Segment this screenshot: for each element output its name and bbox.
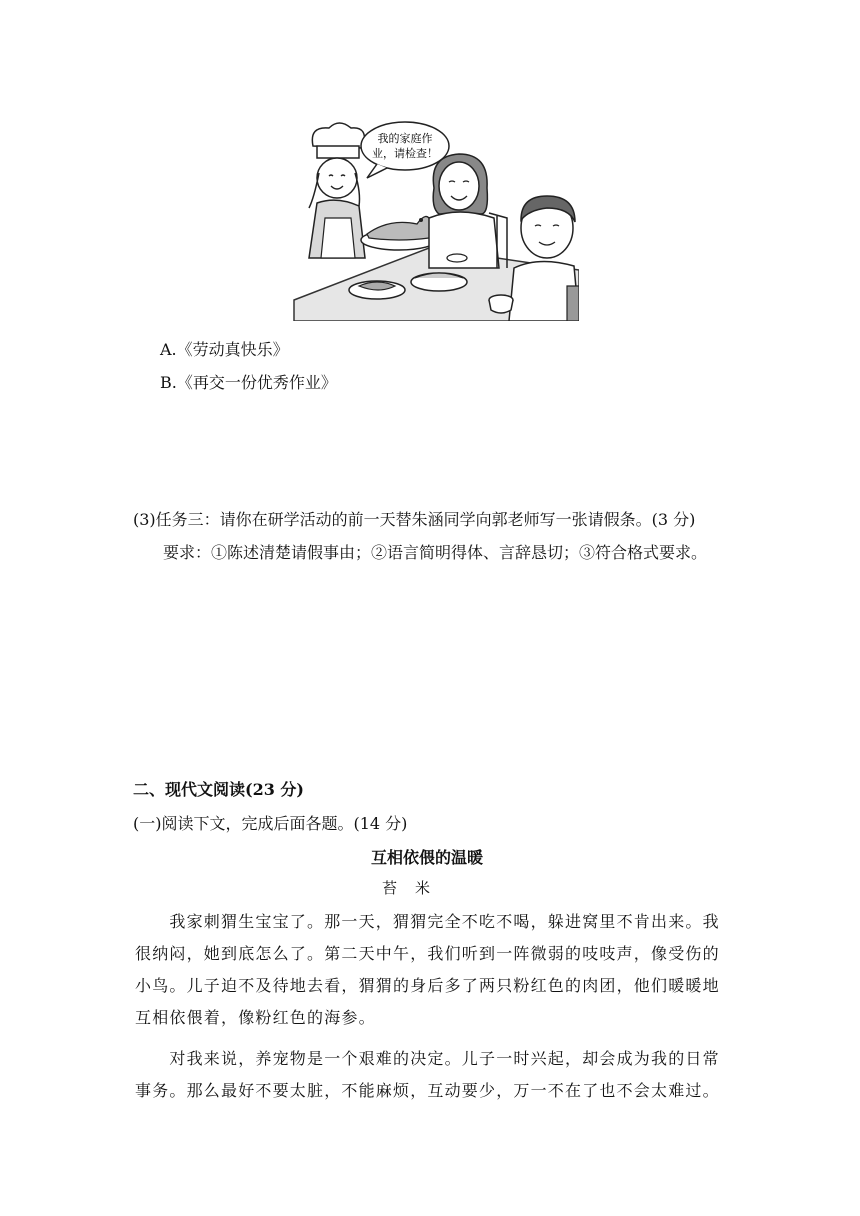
paragraph-line: 很纳闷，她到底怎么了。第二天中午，我们听到一阵微弱的吱吱声，像受伤的 — [135, 944, 720, 963]
task3-question: (3)任务三：请你在研学活动的前一天替朱涵同学向郭老师写一张请假条。(3 分) — [133, 510, 696, 529]
section-heading: 二、现代文阅读(23 分) — [133, 780, 304, 799]
paragraph-line: 互相依偎着，像粉红色的海参。 — [135, 1008, 376, 1027]
option-a: A.《劳动真快乐》 — [160, 340, 289, 359]
section-subheading: (一)阅读下文，完成后面各题。(14 分) — [133, 814, 408, 833]
paragraph-line: 小鸟。儿子迫不及待地去看，猬猬的身后多了两只粉红色的肉团，他们暖暖地 — [135, 976, 720, 995]
paragraph-line: 事务。那么最好不要太脏，不能麻烦，互动要少，万一不在了也不会太难过。 — [135, 1081, 720, 1100]
speech-bubble-line-2: 业，请检查！ — [372, 147, 438, 160]
article-paragraph-1 — [135, 906, 730, 1034]
paragraph-line: 对我来说，养宠物是一个艰难的决定。儿子一时兴起，却会成为我的日常 — [135, 1049, 720, 1068]
speech-bubble-line-1: 我的家庭作 — [377, 132, 433, 145]
paragraph-line: 我家刺猬生宝宝了。那一天，猬猬完全不吃不喝，躲进窝里不肯出来。我 — [135, 912, 720, 931]
article-title: 互相依偎的温暖 — [371, 848, 484, 867]
option-b: B.《再交一份优秀作业》 — [160, 373, 337, 392]
article-author: 苔米 — [382, 879, 449, 897]
family-dinner-illustration — [289, 118, 579, 321]
task3-requirement: 要求：①陈述清楚请假事由；②语言简明得体、言辞恳切；③符合格式要求。 — [163, 543, 708, 562]
article-paragraph-2 — [135, 1043, 730, 1107]
